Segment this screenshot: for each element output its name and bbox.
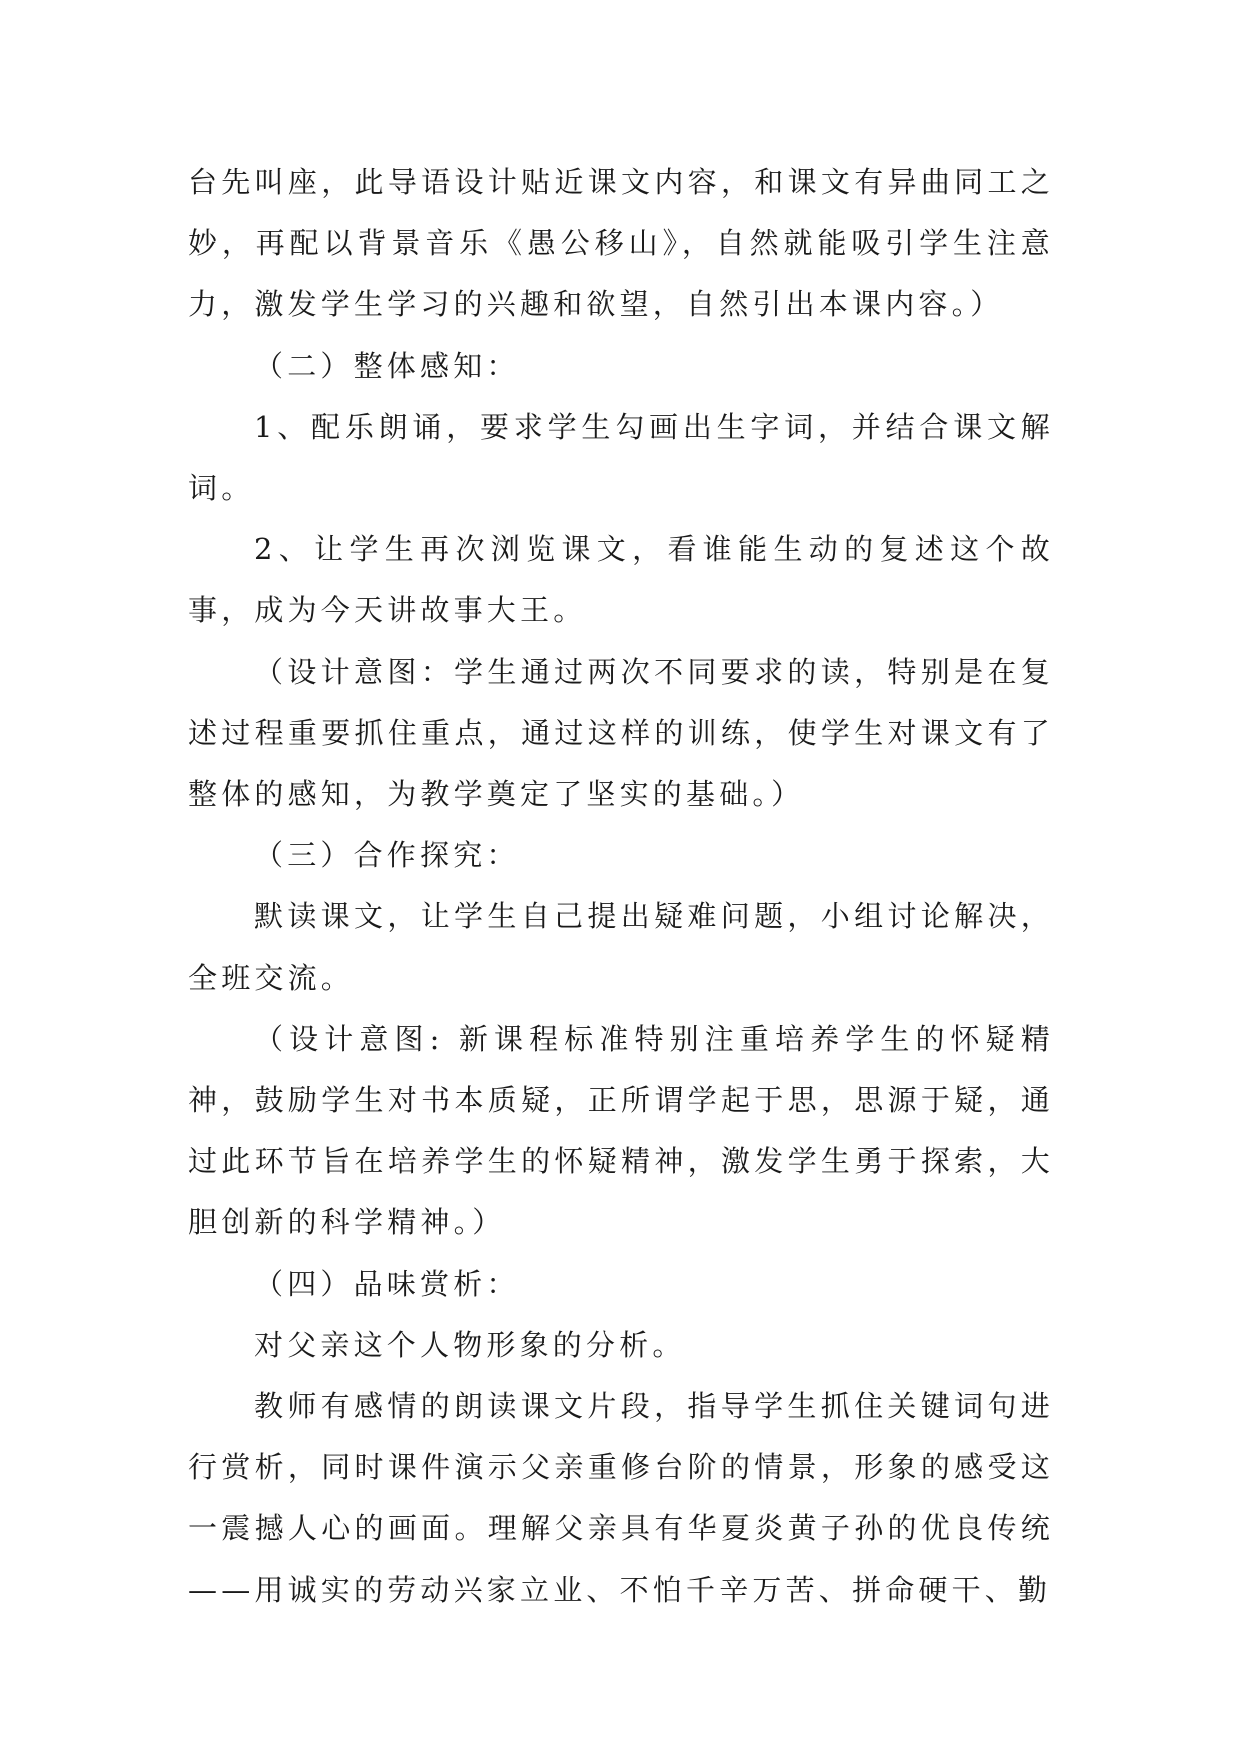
paragraph-step-1: 1、配乐朗诵，要求学生勾画出生字词，并结合课文解词。 bbox=[188, 409, 1054, 506]
paragraph-design-intent-2: （设计意图: 新课程标准特别注重培养学生的怀疑精神，鼓励学生对书本质疑，正所谓学起于思，思源于疑，通过此环节旨在培养学生的怀疑精神，激发学生勇于探索，大胆创新的科学精神。） bbox=[188, 1021, 1054, 1240]
paragraph-step-2: 2、让学生再次浏览课文，看谁能生动的复述这个故事，成为今天讲故事大王。 bbox=[188, 532, 1054, 628]
paragraph-teacher-reading: 教师有感情的朗读课文片段，指导学生抓住关键词句进行赏析，同时课件演示父亲重修台阶的情景，形象的感受这一震撼人心的画面。理解父亲具有华夏炎黄子孙的优良传统——用诚实的劳动兴家立业、不怕千辛万苦、拼命硬干、勤 bbox=[188, 1389, 1054, 1607]
document-body bbox=[188, 152, 1054, 1621]
paragraph-character-analysis: 对父亲这个人物形象的分析。 bbox=[254, 1327, 686, 1362]
heading-cooperative-inquiry: （三）合作探究： bbox=[254, 838, 520, 873]
paragraph-design-intent-1: （设计意图：学生通过两次不同要求的读，特别是在复述过程重要抓住重点，通过这样的训练，使学生对课文有了整体的感知，为教学奠定了坚实的基础。） bbox=[188, 654, 1054, 812]
heading-overall-perception: （二）整体感知： bbox=[254, 348, 520, 383]
paragraph-silent-reading: 默读课文，让学生自己提出疑难问题，小组讨论解决，全班交流。 bbox=[188, 899, 1054, 995]
heading-appreciation: （四）品味赏析： bbox=[254, 1266, 520, 1301]
paragraph-intro-end: 台先叫座，此导语设计贴近课文内容，和课文有异曲同工之妙，再配以背景音乐《愚公移山》，自然就能吸引学生注意力，激发学生学习的兴趣和欲望，自然引出本课内容。） bbox=[188, 165, 1054, 322]
